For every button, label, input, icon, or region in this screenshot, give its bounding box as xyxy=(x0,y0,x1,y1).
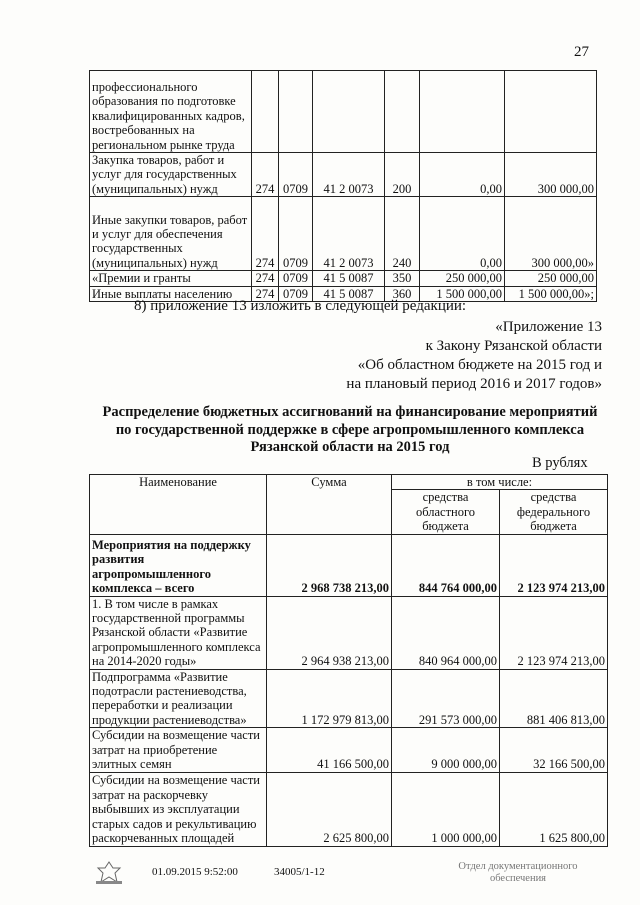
code-cell: 41 2 0073 xyxy=(313,197,385,271)
code-cell: 274 xyxy=(252,271,279,286)
amount-cell: 300 000,00 xyxy=(505,153,597,197)
table-row xyxy=(90,271,597,286)
table-row xyxy=(90,669,608,728)
code-cell: 360 xyxy=(385,286,420,301)
code-cell: 0709 xyxy=(279,286,313,301)
code-cell xyxy=(385,71,420,153)
regional-amount: 840 964 000,00 xyxy=(392,596,500,669)
table-row xyxy=(90,534,608,596)
regional-amount: 291 573 000,00 xyxy=(392,669,500,728)
code-cell: 41 5 0087 xyxy=(313,271,385,286)
amount-cell: 1 500 000,00»; xyxy=(505,286,597,301)
row-name: «Премии и гранты xyxy=(90,271,252,286)
header-name: Наименование xyxy=(90,475,267,535)
amount-cell: 250 000,00 xyxy=(505,271,597,286)
appendix-ref-line4: на плановый период 2016 и 2017 годов» xyxy=(346,376,602,392)
federal-amount: 2 123 974 213,00 xyxy=(500,596,608,669)
office-stamp xyxy=(438,861,598,885)
allocation-table xyxy=(89,474,608,847)
row-name: Иные выплаты населению xyxy=(90,286,252,301)
row-name: Мероприятия на поддержку развития агропромышленного комплекса – всего xyxy=(90,534,267,596)
table-row xyxy=(90,197,597,271)
code-cell xyxy=(313,71,385,153)
regional-amount: 1 000 000,00 xyxy=(392,772,500,846)
row-name: Закупка товаров, работ и услуг для государственных (муниципальных) нужд xyxy=(90,153,252,197)
appendix-ref-line2: к Закону Рязанской области xyxy=(425,338,602,354)
regional-amount: 844 764 000,00 xyxy=(392,534,500,596)
coat-of-arms-icon xyxy=(92,860,126,886)
federal-amount: 881 406 813,00 xyxy=(500,669,608,728)
amount-cell: 0,00 xyxy=(420,153,505,197)
title-line2: по государственной поддержке в сфере агропромышленного комплекса xyxy=(115,421,585,438)
header-federal: средства федерального бюджета xyxy=(500,490,608,534)
code-cell xyxy=(252,71,279,153)
row-name: Подпрограмма «Развитие подотрасли растениеводства, переработки и реализации продукции растениеводства» xyxy=(90,669,267,728)
regional-amount: 9 000 000,00 xyxy=(392,728,500,772)
appendix-ref-line1: «Приложение 13 xyxy=(495,319,602,335)
sum-amount: 2 964 938 213,00 xyxy=(267,596,392,669)
amount-cell: 250 000,00 xyxy=(420,271,505,286)
header-regional: средства областного бюджета xyxy=(392,490,500,534)
code-cell: 350 xyxy=(385,271,420,286)
row-name: Субсидии на возмещение части затрат на раскорчевку выбывших из эксплуатации старых садов и рекультивацию раскорчеванных площадей xyxy=(90,772,267,846)
page-number: 27 xyxy=(574,44,589,60)
amount-cell: 1 500 000,00 xyxy=(420,286,505,301)
amount-cell xyxy=(505,71,597,153)
sum-amount: 2 625 800,00 xyxy=(267,772,392,846)
header-sum: Сумма xyxy=(267,475,392,535)
code-cell: 0709 xyxy=(279,197,313,271)
title-line3: Рязанской области на 2015 год xyxy=(250,439,450,455)
code-cell: 200 xyxy=(385,153,420,197)
footer-datetime: 01.09.2015 9:52:00 xyxy=(152,866,238,878)
stamp-line1: Отдел документационного xyxy=(458,861,578,872)
units-label: В рублях xyxy=(532,455,588,471)
row-name: профессионального образования по подготовке квалифицированных кадров, востребованных на региональном рынке труда xyxy=(90,71,252,153)
code-cell: 274 xyxy=(252,153,279,197)
header-including: в том числе: xyxy=(392,475,608,490)
code-cell: 274 xyxy=(252,286,279,301)
sum-amount: 2 968 738 213,00 xyxy=(267,534,392,596)
federal-amount: 2 123 974 213,00 xyxy=(500,534,608,596)
amount-cell xyxy=(420,71,505,153)
table-row xyxy=(90,71,597,153)
amount-cell: 0,00 xyxy=(420,197,505,271)
footer-doc-id: 34005/1-12 xyxy=(274,866,325,878)
amount-cell: 300 000,00» xyxy=(505,197,597,271)
table-row xyxy=(90,772,608,846)
code-cell: 41 2 0073 xyxy=(313,153,385,197)
amendment-intro: 8) приложение 13 изложить в следующей редакции: xyxy=(134,298,467,314)
document-title xyxy=(60,404,640,457)
federal-amount: 32 166 500,00 xyxy=(500,728,608,772)
row-name: Субсидии на возмещение части затрат на приобретение элитных семян xyxy=(90,728,267,772)
code-cell: 274 xyxy=(252,197,279,271)
stamp-line2: обеспечения xyxy=(489,873,547,884)
code-cell: 41 5 0087 xyxy=(313,286,385,301)
code-cell xyxy=(279,71,313,153)
federal-amount: 1 625 800,00 xyxy=(500,772,608,846)
code-cell: 0709 xyxy=(279,153,313,197)
table-row xyxy=(90,596,608,669)
code-cell: 0709 xyxy=(279,271,313,286)
sum-amount: 1 172 979 813,00 xyxy=(267,669,392,728)
row-name: 1. В том числе в рамках государственной программы Рязанской области «Развитие агропромышленного комплекса на 2014-2020 годы» xyxy=(90,596,267,669)
appendix-ref-line3: «Об областном бюджете на 2015 год и xyxy=(357,357,602,373)
sum-amount: 41 166 500,00 xyxy=(267,728,392,772)
code-cell: 240 xyxy=(385,197,420,271)
title-line1: Распределение бюджетных ассигнований на финансирование мероприятий xyxy=(102,404,598,420)
row-name: Иные закупки товаров, работ и услуг для обеспечения государственных (муниципальных) нужд xyxy=(90,197,252,271)
table-row xyxy=(90,728,608,772)
table-row xyxy=(90,153,597,197)
budget-table-continued xyxy=(89,70,597,302)
